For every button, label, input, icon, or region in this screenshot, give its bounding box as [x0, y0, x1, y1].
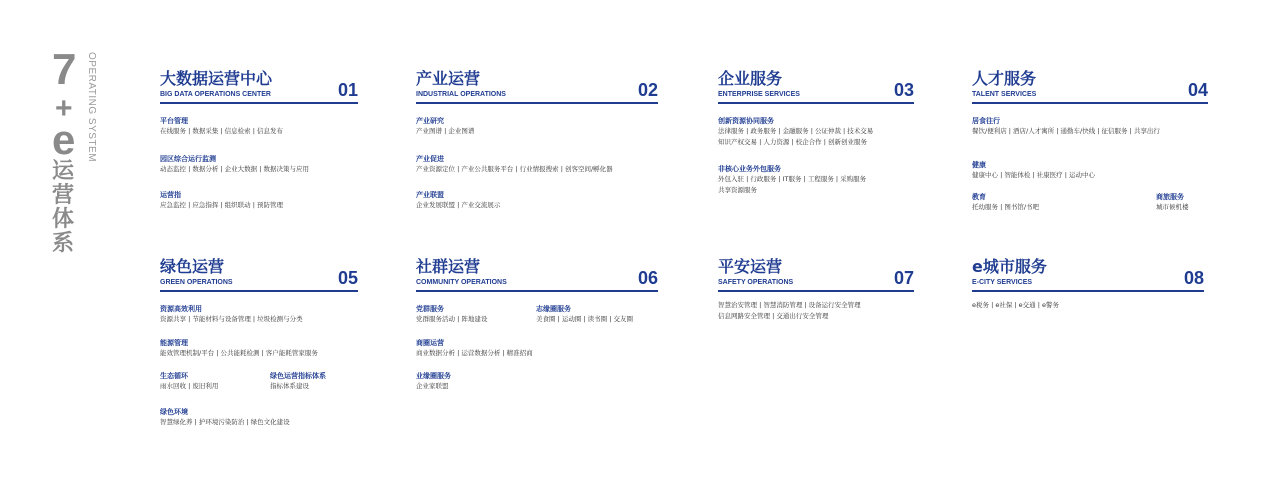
block-talent-services: [972, 69, 1208, 211]
section-heading: 志缘圈服务: [536, 305, 571, 313]
section: [160, 116, 283, 137]
section: [972, 192, 1039, 213]
block-e-city-services: [972, 257, 1204, 309]
section-line: 雨水回收 | 废旧利用: [160, 382, 219, 390]
block-subtitle: GREEN OPERATIONS: [160, 279, 233, 286]
section: [160, 154, 309, 175]
block-number: 02: [637, 80, 658, 100]
section-heading: 居食往行: [972, 117, 1000, 125]
section-heading: 绿色运营指标体系: [270, 372, 326, 380]
section-heading: 平台管理: [160, 117, 188, 125]
section: [416, 371, 451, 392]
section-line: 在线服务 | 数据采集 | 信息检索 | 信息发布: [160, 127, 283, 135]
block-number: 05: [337, 268, 358, 288]
section: [160, 304, 303, 325]
block-title: 大数据运营中心: [160, 69, 273, 88]
section: [416, 190, 500, 211]
block-title: 人才服务: [972, 69, 1037, 88]
section: [718, 116, 873, 148]
block-header: [718, 258, 914, 292]
section: [160, 371, 218, 392]
section-line: 党群服务活动 | 阵地建设: [416, 315, 488, 323]
block-safety-operations: [718, 257, 914, 320]
side-plus: +: [55, 92, 73, 125]
block-number: 06: [637, 268, 658, 288]
section: [416, 116, 474, 137]
block-enterprise-services: [718, 69, 914, 194]
block-industrial-operations: [416, 69, 658, 209]
section-line: 产业资源定位 | 产业公共服务平台 | 行业情报搜索 | 创客空间/孵化器: [416, 165, 613, 173]
section: [718, 300, 861, 322]
section-line: 产业图谱 | 企业图谱: [416, 127, 475, 135]
block-title: 绿色运营: [160, 257, 225, 276]
section-line: 企业发展联盟 | 产业交流展示: [416, 201, 501, 209]
section-line: 城市候机楼: [1156, 203, 1189, 211]
section-heading: 商圈运营: [416, 339, 444, 347]
section-heading: 产业研究: [416, 117, 444, 125]
block-green-operations: [160, 257, 358, 426]
section: [416, 338, 533, 359]
section-line: 智慧治安管理 | 智慧消防管理 | 设备运行安全管理: [718, 301, 861, 309]
section: [160, 338, 318, 359]
section-line: 资源共享 | 节能材料与设备管理 | 垃圾检测与分类: [160, 315, 303, 323]
block-header: [972, 70, 1208, 104]
side-number: 7: [52, 45, 77, 94]
side-panel: [30, 45, 110, 268]
section: [718, 164, 866, 196]
block-header: [972, 258, 1204, 292]
section: [416, 304, 487, 325]
section-line: 美食圈 | 运动圈 | 读书圈 | 交友圈: [536, 315, 633, 323]
section: [972, 160, 1095, 181]
section-line: 动态监控 | 数据分析 | 企业大数据 | 数据决策与应用: [160, 165, 309, 173]
section-heading: 非核心业务外包服务: [718, 165, 781, 173]
section-heading: 能源管理: [160, 339, 188, 347]
section-heading: 绿色环境: [160, 408, 188, 416]
block-header: [416, 258, 658, 292]
section-line: e税务 | e社保 | e交通 | e警务: [972, 301, 1059, 309]
section: [972, 116, 1160, 137]
section-heading: 资源高效利用: [160, 305, 202, 313]
block-subtitle: BIG DATA OPERATIONS CENTER: [160, 91, 271, 98]
block-header: [160, 258, 358, 292]
block-title: 平安运营: [718, 257, 783, 276]
section-heading: 创新资源协同服务: [718, 117, 774, 125]
section-line: 商业数据分析 | 运营数据分析 | 精准招商: [416, 349, 533, 357]
section: [536, 304, 633, 325]
section-line: 指标体系建设: [270, 382, 309, 390]
block-subtitle: ENTERPRISE SERVICES: [718, 91, 800, 98]
section-line: 托幼服务 | 图书馆/书吧: [972, 203, 1040, 211]
block-title: 产业运营: [416, 69, 481, 88]
block-big-data-operations: [160, 69, 358, 209]
section-line: 外包入驻 | 行政服务 | IT服务 | 工程服务 | 采购服务: [718, 175, 867, 183]
block-subtitle: COMMUNITY OPERATIONS: [416, 279, 507, 286]
section-line: 企业家联盟: [416, 382, 449, 390]
block-title: 企业服务: [718, 69, 783, 88]
block-header: [160, 70, 358, 104]
section: [972, 300, 1059, 311]
section-heading: 园区综合运行监测: [160, 155, 216, 163]
section-line: 健康中心 | 智能体检 | 社康医疗 | 运动中心: [972, 171, 1095, 179]
side-title-en: OPERATING SYSTEM: [86, 52, 97, 163]
section-heading: 健康: [972, 161, 986, 169]
section-heading: 业缘圈服务: [416, 372, 451, 380]
block-number: 07: [893, 268, 914, 288]
section: [160, 190, 283, 211]
section: [416, 154, 613, 175]
section: [160, 407, 290, 428]
section-heading: 党群服务: [416, 305, 444, 313]
section-line: 共享资源服务: [718, 186, 757, 194]
section-line: 能效管理机制/平台 | 公共能耗检测 | 客户能耗管家服务: [160, 349, 318, 357]
block-header: [718, 70, 914, 104]
section-line: 智慧绿化养 | 护环境污染防治 | 绿色文化建设: [160, 418, 290, 426]
section-heading: 教育: [972, 193, 986, 201]
side-title-cn: 运营体系: [52, 159, 75, 256]
section-line: 法律服务 | 政务服务 | 金融服务 | 公证仲裁 | 技术交易: [718, 127, 874, 135]
block-subtitle: E-CITY SERVICES: [972, 279, 1033, 286]
block-title: e城市服务: [972, 257, 1047, 276]
block-title: 社群运营: [416, 257, 481, 276]
section-line: 信息网路安全管理 | 交通出行安全管理: [718, 312, 829, 320]
section: [1156, 192, 1189, 213]
block-number: 01: [337, 80, 358, 100]
block-number: 04: [1187, 80, 1208, 100]
block-subtitle: SAFETY OPERATIONS: [718, 279, 794, 286]
block-number: 03: [893, 80, 914, 100]
section-line: 应急监控 | 应急指挥 | 组织联动 | 预防管理: [160, 201, 283, 209]
block-community-operations: [416, 257, 658, 390]
side-e-letter: e: [52, 116, 76, 163]
block-number: 08: [1183, 268, 1204, 288]
section-heading: 运营指: [160, 191, 181, 199]
section-line: 餐饮/便利店 | 酒店/人才寓所 | 通勤车/快线 | 征信服务 | 共享出行: [972, 127, 1160, 135]
section-heading: 产业联盟: [416, 191, 444, 199]
block-subtitle: INDUSTRIAL OPERATIONS: [416, 91, 506, 98]
section-line: 知识产权交易 | 人力资源 | 校企合作 | 创新创业服务: [718, 138, 867, 146]
section-heading: 商旅服务: [1156, 193, 1184, 201]
block-header: [416, 70, 658, 104]
section: [270, 371, 326, 392]
section-heading: 产业促进: [416, 155, 444, 163]
block-subtitle: TALENT SERVICES: [972, 91, 1037, 98]
section-heading: 生态循环: [160, 372, 188, 380]
